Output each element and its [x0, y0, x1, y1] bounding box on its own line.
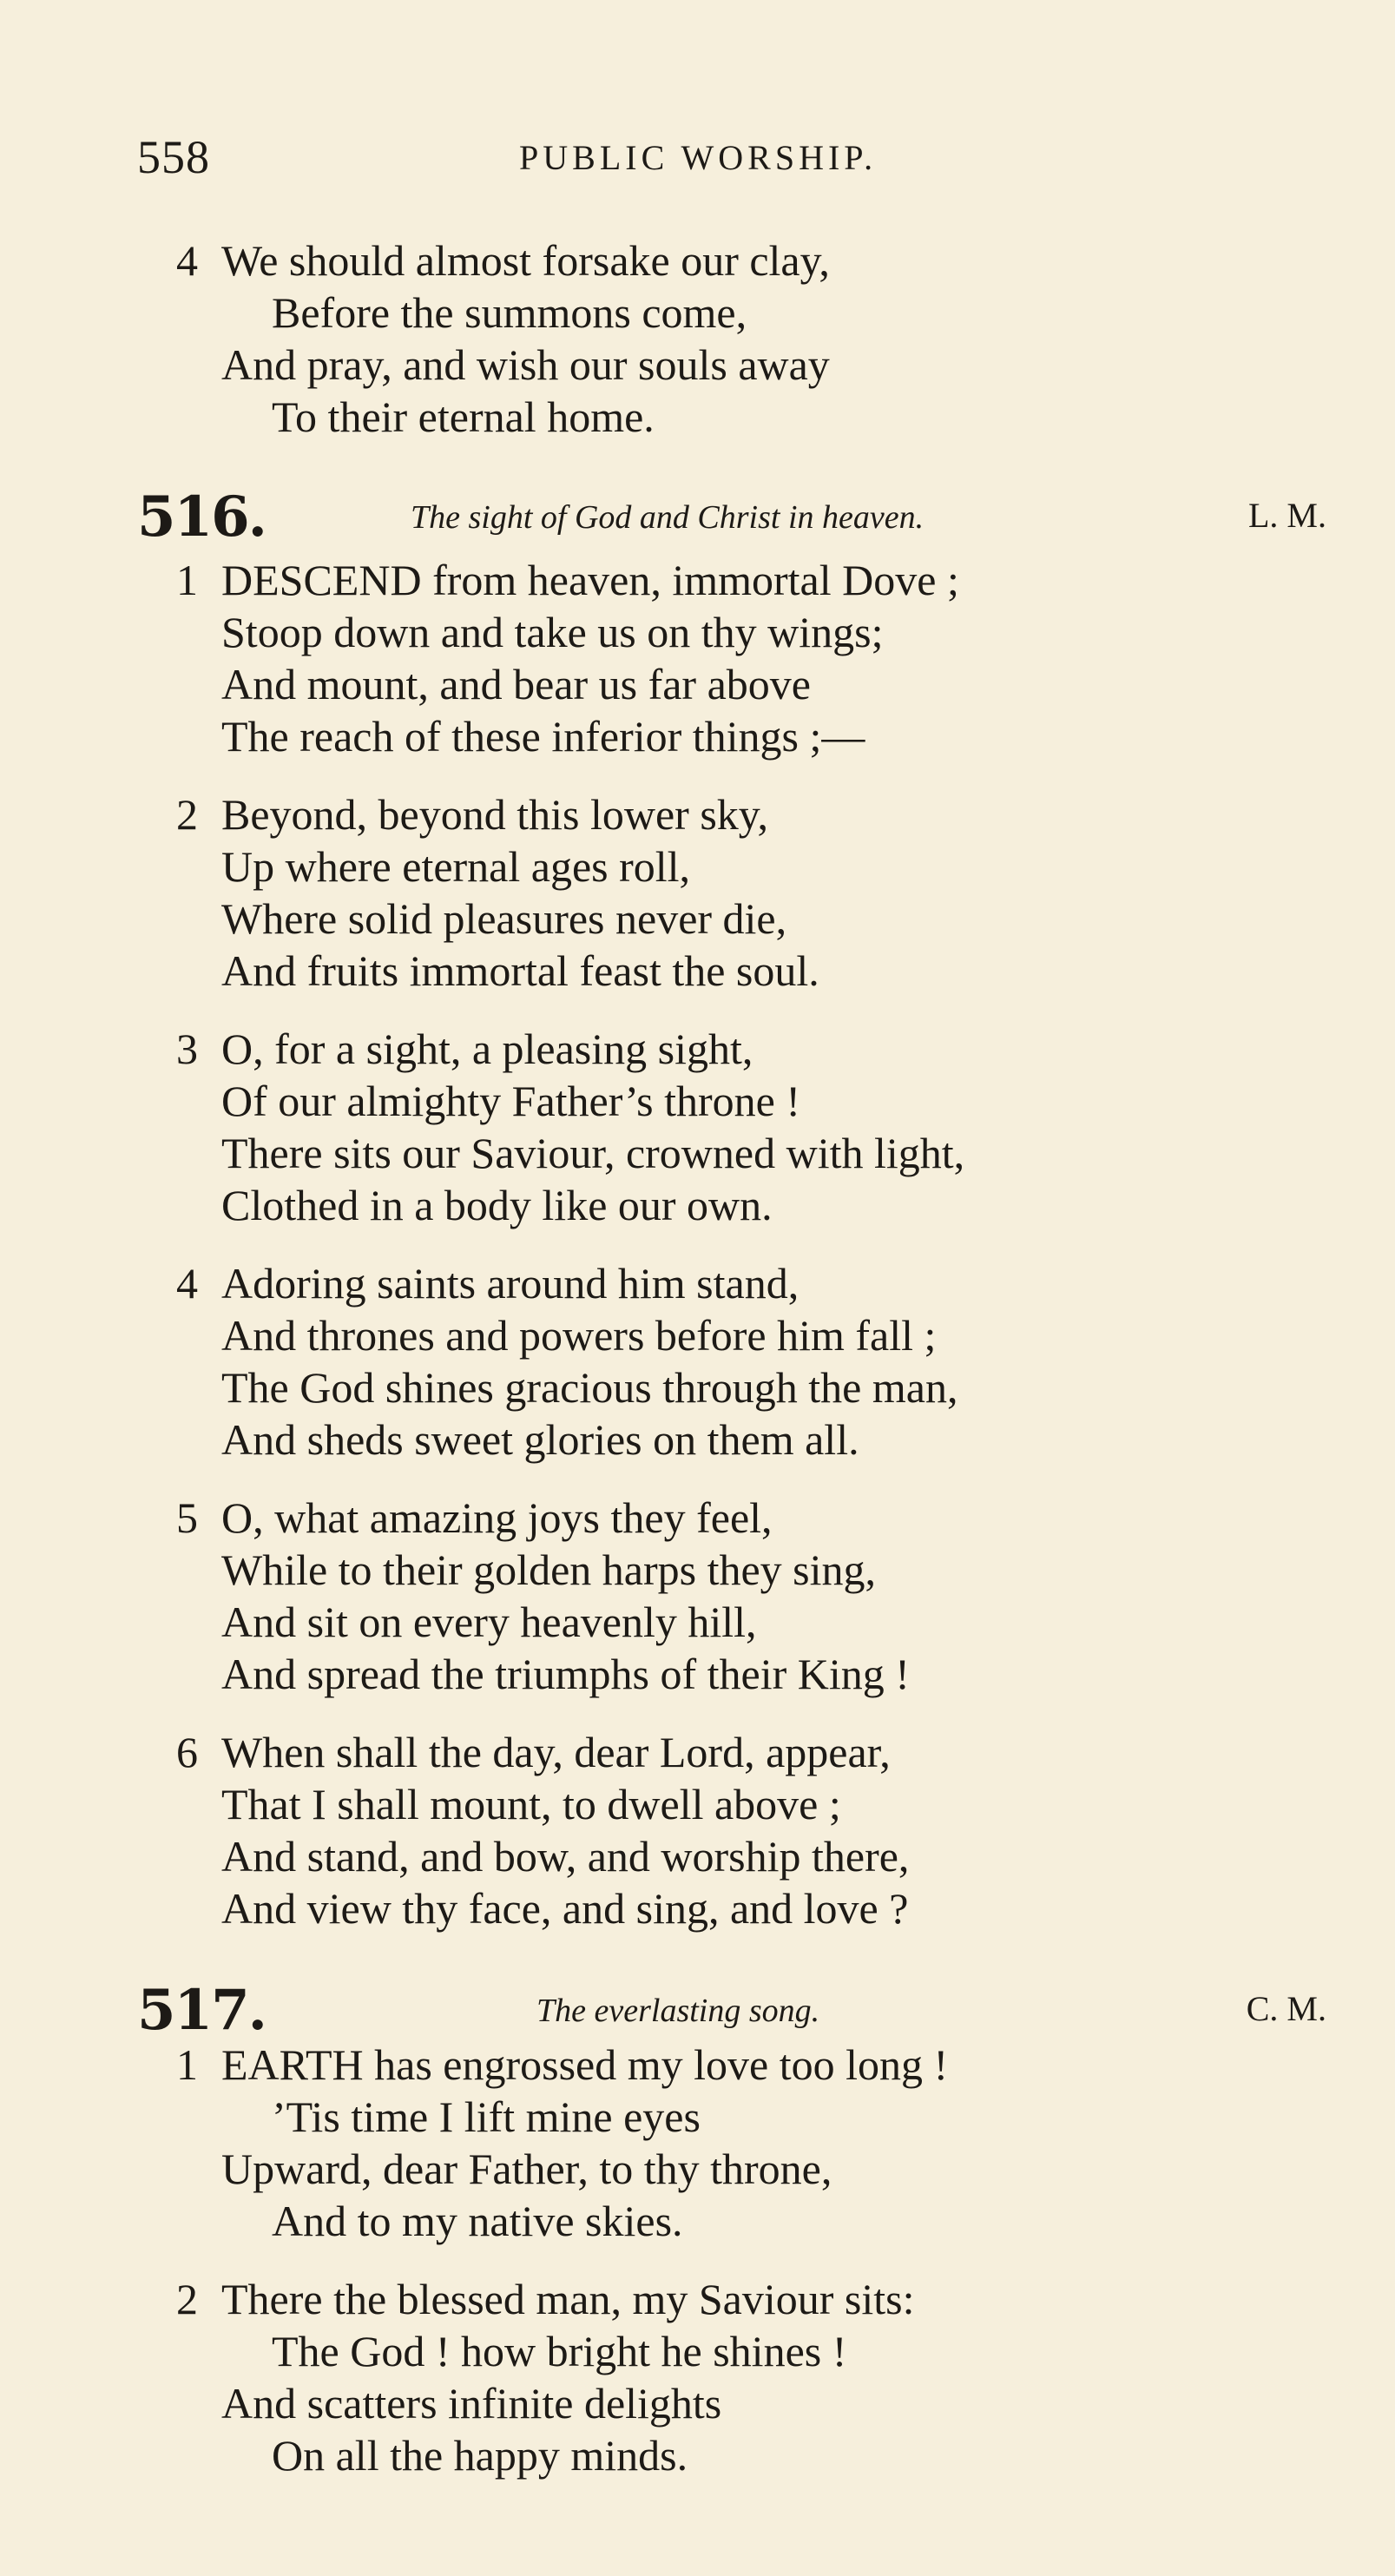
running-head [137, 130, 1335, 191]
hymn-meter: L. M. [1248, 496, 1326, 535]
verse-line-text: ’Tis time I lift mine eyes [272, 2092, 701, 2141]
verse-line [221, 840, 1306, 893]
hymn-meter: C. M. [1246, 1989, 1326, 2028]
hymn-517-verse-2 [176, 2273, 1306, 2481]
verse-line-text: And thrones and powers before him fall ; [221, 1311, 937, 1360]
page-number: 558 [137, 131, 210, 183]
verse-line-text: EARTH has engrossed my love too long ! [221, 2040, 949, 2089]
verse-line-text: And view thy face, and sing, and love ? [221, 1884, 909, 1933]
hymn-subject: The sight of God and Christ in heaven. [411, 499, 925, 536]
verse-line-text: And stand, and bow, and worship there, [221, 1832, 910, 1881]
verse-line-text: When shall the day, dear Lord, appear, [221, 1728, 891, 1776]
hymn-516-verse-1 [176, 554, 1306, 762]
running-title: PUBLIC WORSHIP. [519, 138, 878, 177]
verse-line-text: The God ! how bright he shines ! [272, 2327, 847, 2375]
verse-number: 2 [176, 2275, 198, 2323]
verse-line-text: Before the summons come, [272, 288, 747, 337]
verse-line-text: O, what amazing joys they feel, [221, 1493, 773, 1542]
verse-continued-4 [176, 234, 1306, 443]
verse-line [221, 1179, 1306, 1231]
verse-number: 5 [176, 1493, 198, 1542]
verse-line [221, 2377, 1306, 2429]
hymn-517-header [137, 1978, 1326, 2043]
verse-line-text: To their eternal home. [272, 392, 655, 441]
verse-line-text: The God shines gracious through the man, [221, 1363, 958, 1412]
hymn-516-verse-2 [176, 788, 1306, 997]
verse-line-text: And mount, and bear us far above [221, 660, 811, 708]
verse-line-text: DESCEND from heaven, immortal Dove ; [221, 556, 959, 604]
verse-line [221, 2429, 1306, 2481]
verse-line-text: Beyond, beyond this lower sky, [221, 790, 769, 839]
verse-line [221, 1778, 1306, 1830]
verse-line [176, 554, 1306, 606]
verse-line [176, 1726, 1306, 1778]
verse-line [221, 2325, 1306, 2377]
verse-line [221, 2091, 1306, 2143]
hymn-516-verse-6 [176, 1726, 1306, 1934]
verse-line-text: And spread the triumphs of their King ! [221, 1650, 910, 1698]
hymn-number: 516. [137, 484, 266, 550]
verse-line [221, 1309, 1306, 1361]
verse-line [221, 339, 1306, 391]
hymn-number: 517. [137, 1978, 266, 2043]
verse-line [221, 1127, 1306, 1179]
verse-line-text: The reach of these inferior things ;— [221, 712, 865, 761]
verse-line [176, 234, 1306, 287]
verse-number: 1 [176, 2040, 198, 2089]
verse-line [221, 893, 1306, 945]
verse-line-text: And sheds sweet glories on them all. [221, 1415, 859, 1464]
verse-line [221, 1075, 1306, 1127]
verse-number: 6 [176, 1728, 198, 1776]
verse-line [221, 606, 1306, 658]
verse-line [176, 1257, 1306, 1309]
hymn-subject: The everlasting song. [536, 1993, 820, 2029]
verse-line-text: O, for a sight, a pleasing sight, [221, 1024, 753, 1073]
verse-line [221, 658, 1306, 710]
verse-line-text: That I shall mount, to dwell above ; [221, 1780, 841, 1828]
verse-number: 4 [176, 1259, 198, 1308]
verse-line [221, 1361, 1306, 1413]
verse-line [221, 1830, 1306, 1882]
verse-line-text: And pray, and wish our souls away [221, 340, 830, 389]
hymn-516-header [137, 484, 1326, 550]
verse-line-text: On all the happy minds. [272, 2431, 688, 2480]
hymn-517-verse-1 [176, 2039, 1306, 2247]
verse-line-text: And fruits immortal feast the soul. [221, 946, 819, 995]
verse-line [176, 1492, 1306, 1544]
verse-line [221, 287, 1306, 339]
verse-line [221, 1544, 1306, 1596]
verse-line-text: Of our almighty Father’s throne ! [221, 1077, 800, 1125]
verse-line [176, 2039, 1306, 2091]
verse-line-text: And scatters infinite delights [221, 2379, 722, 2428]
verse-line [221, 710, 1306, 762]
verse-line [176, 1023, 1306, 1075]
verse-line-text: And sit on every heavenly hill, [221, 1598, 757, 1646]
verse-line [221, 1413, 1306, 1466]
verse-line-text: And to my native skies. [272, 2197, 683, 2245]
verse-number: 3 [176, 1024, 198, 1073]
verse-number: 4 [176, 236, 198, 285]
verse-line [221, 2195, 1306, 2247]
verse-line-text: Where solid pleasures never die, [221, 894, 787, 943]
verse-line [221, 1648, 1306, 1700]
verse-number: 2 [176, 790, 198, 839]
verse-line-text: We should almost forsake our clay, [221, 236, 830, 285]
hymn-516-verse-4 [176, 1257, 1306, 1466]
verse-line [221, 391, 1306, 443]
verse-line-text: Upward, dear Father, to thy throne, [221, 2144, 832, 2193]
verse-line-text: Stoop down and take us on thy wings; [221, 608, 884, 656]
verse-number: 1 [176, 556, 198, 604]
verse-line [221, 2143, 1306, 2195]
hymn-516-verse-5 [176, 1492, 1306, 1700]
verse-line-text: Adoring saints around him stand, [221, 1259, 799, 1308]
verse-line [176, 2273, 1306, 2325]
verse-line [221, 945, 1306, 997]
verse-line [221, 1596, 1306, 1648]
verse-line-text: Up where eternal ages roll, [221, 842, 691, 891]
verse-line-text: While to their golden harps they sing, [221, 1545, 877, 1594]
hymn-516-verse-3 [176, 1023, 1306, 1231]
verse-line-text: There the blessed man, my Saviour sits: [221, 2275, 915, 2323]
verse-line-text: Clothed in a body like our own. [221, 1181, 773, 1229]
verse-line [221, 1882, 1306, 1934]
verse-line-text: There sits our Saviour, crowned with light, [221, 1129, 965, 1177]
verse-line [176, 788, 1306, 840]
